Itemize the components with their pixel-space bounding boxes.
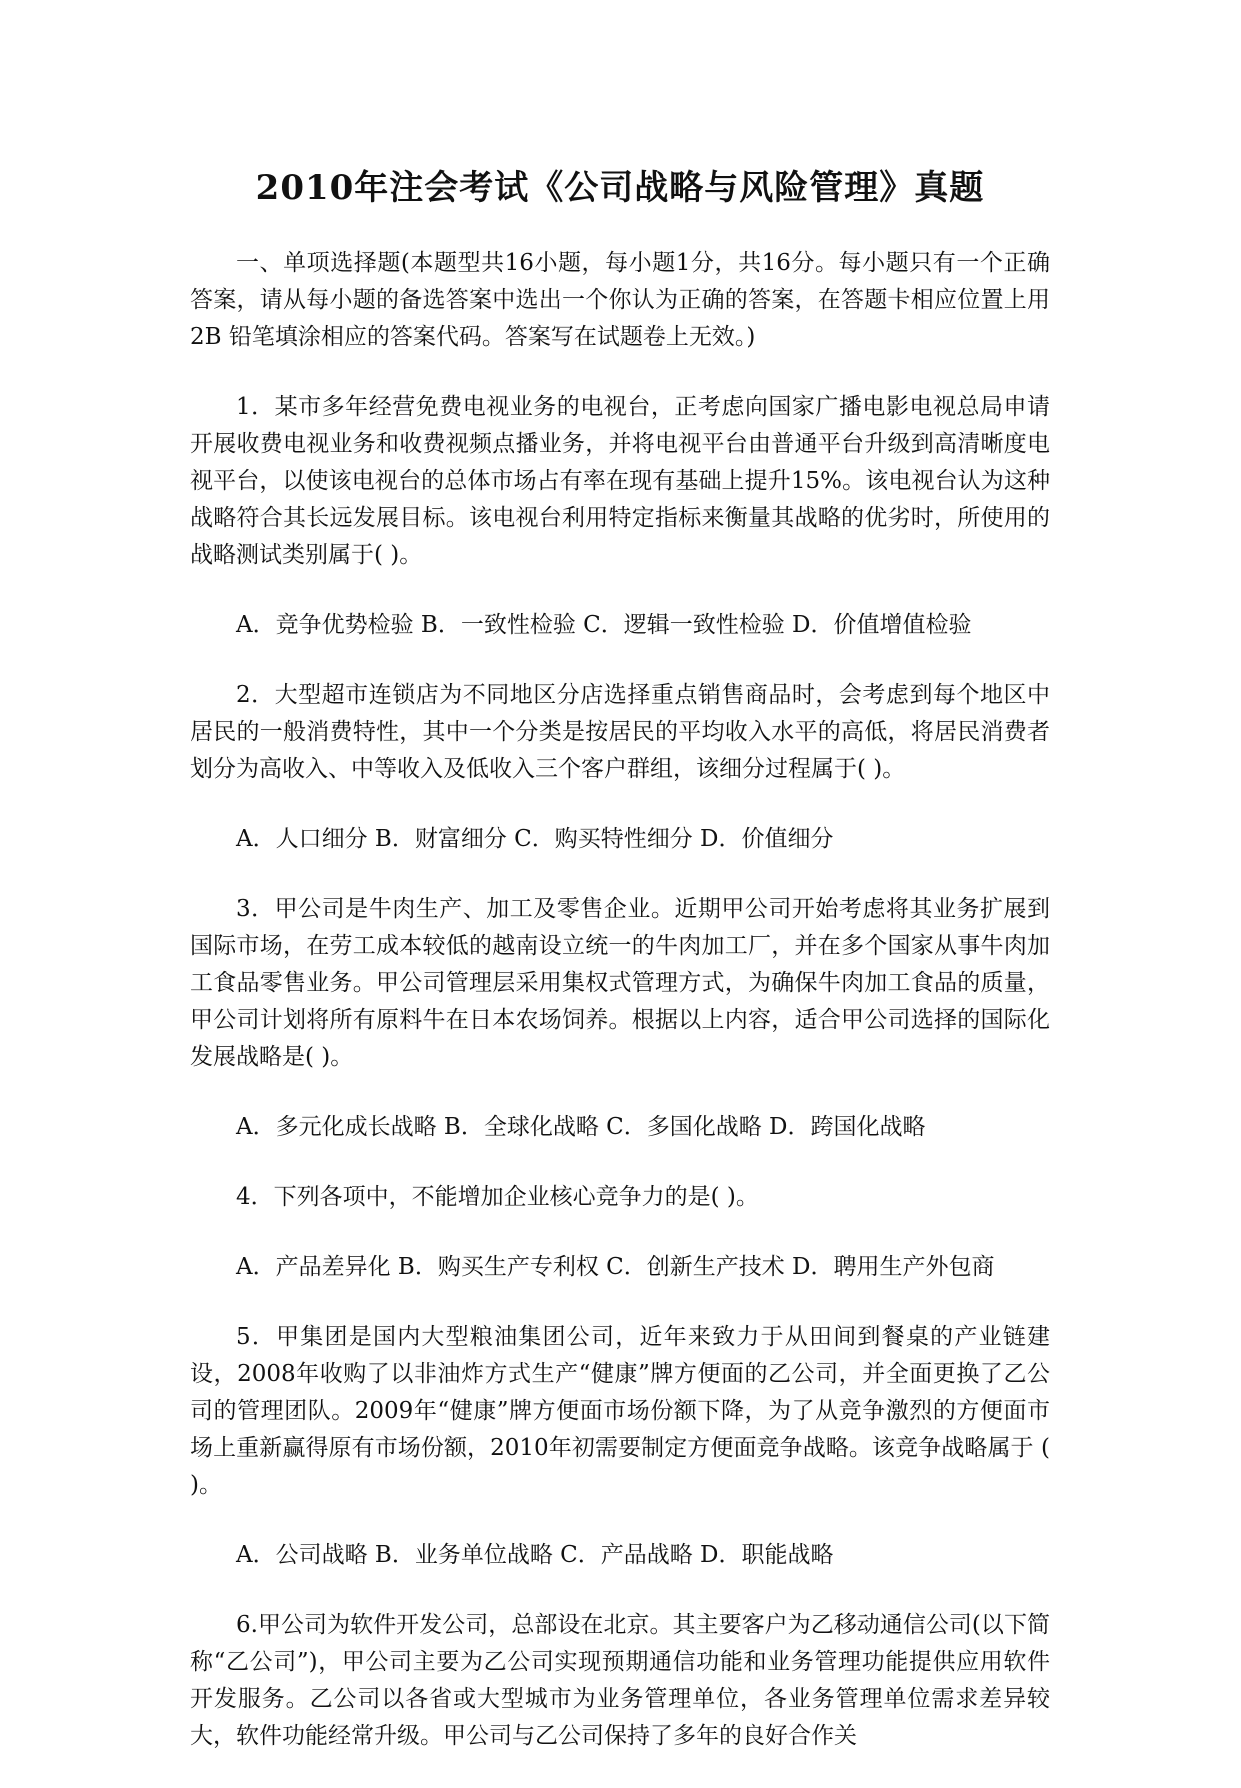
- page-title: 2010年注会考试《公司战略与风险管理》真题: [255, 168, 985, 208]
- question-options: A．竞争优势检验 B．一致性检验 C．逻辑一致性检验 D．价值增值检验: [236, 612, 972, 638]
- question-stem: 1．某市多年经营免费电视业务的电视台，正考虑向国家广播电影电视总局申请开展收费电视业务和收费视频点播业务，并将电视平台由普通平台升级到高清晰度电视平台，以使该电视台的总体市场占有率在现有基础上提升15%。该电视台认为这种战略符合其长远发展目标。该电视台利用特定指标来衡量其战略的优劣时，所使用的战略测试类别属于( )。: [190, 394, 1050, 568]
- question-stem: 2．大型超市连锁店为不同地区分店选择重点销售商品时，会考虑到每个地区中居民的一般消费特性，其中一个分类是按居民的平均收入水平的高低，将居民消费者划分为高收入、中等收入及低收入三个客户群组，该细分过程属于( )。: [190, 682, 1050, 782]
- question-options: A．多元化成长战略 B．全球化战略 C．多国化战略 D．跨国化战略: [236, 1114, 926, 1140]
- section-intro: 一、单项选择题(本题型共16小题，每小题1分，共16分。每小题只有一个正确答案，请从每小题的备选答案中选出一个你认为正确的答案，在答题卡相应位置上用2B 铅笔填涂相应的答案代码。答案写在试题卷上无效。): [190, 250, 1050, 350]
- question-stem: 3．甲公司是牛肉生产、加工及零售企业。近期甲公司开始考虑将其业务扩展到国际市场，在劳工成本较低的越南设立统一的牛肉加工厂，并在多个国家从事牛肉加工食品零售业务。甲公司管理层采用集权式管理方式，为确保牛肉加工食品的质量，甲公司计划将所有原料牛在日本农场饲养。根据以上内容，适合甲公司选择的国际化发展战略是( )。: [190, 896, 1050, 1070]
- question-stem: 4．下列各项中，不能增加企业核心竞争力的是( )。: [236, 1184, 759, 1210]
- question-options: A．公司战略 B．业务单位战略 C．产品战略 D．职能战略: [236, 1542, 834, 1568]
- question-stem: 5．甲集团是国内大型粮油集团公司，近年来致力于从田间到餐桌的产业链建设，2008年收购了以非油炸方式生产“健康”牌方便面的乙公司，并全面更换了乙公司的管理团队。2009年“健康”牌方便面市场份额下降，为了从竞争激烈的方便面市场上重新赢得原有市场份额，2010年初需要制定方便面竞争战略。该竞争战略属于 ( )。: [190, 1324, 1050, 1498]
- question-stem: 6.甲公司为软件开发公司，总部设在北京。其主要客户为乙移动通信公司(以下简称“乙公司”)，甲公司主要为乙公司实现预期通信功能和业务管理功能提供应用软件开发服务。乙公司以各省或大型城市为业务管理单位，各业务管理单位需求差异较大，软件功能经常升级。甲公司与乙公司保持了多年的良好合作关: [190, 1612, 1050, 1749]
- document-body: [190, 245, 1050, 1788]
- question-options: A．产品差异化 B．购买生产专利权 C．创新生产技术 D．聘用生产外包商: [236, 1254, 995, 1280]
- question-options: A．人口细分 B．财富细分 C．购买特性细分 D．价值细分: [236, 826, 834, 852]
